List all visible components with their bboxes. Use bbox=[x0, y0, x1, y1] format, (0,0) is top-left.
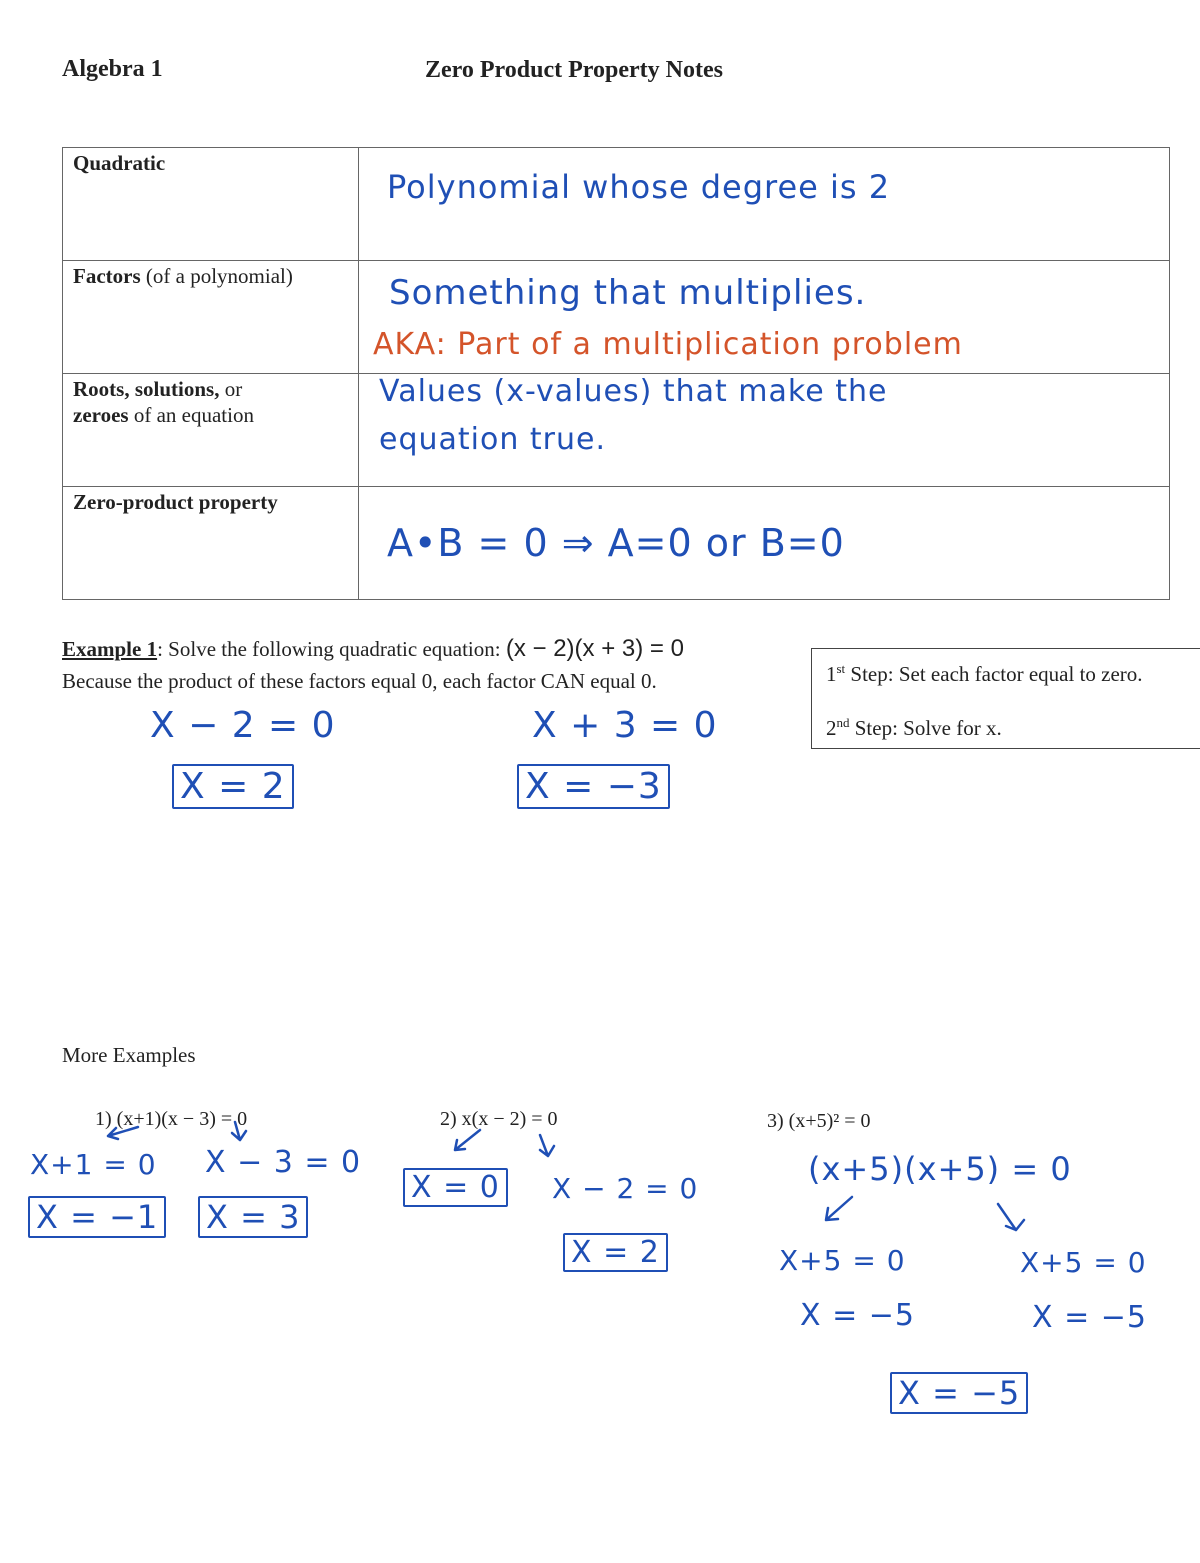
term-qualifier: (of a polynomial) bbox=[140, 264, 293, 288]
work-equation: X = −5 bbox=[1032, 1300, 1147, 1335]
answer-box: X = −5 bbox=[890, 1372, 1028, 1414]
definition-text: equation true. bbox=[379, 422, 607, 457]
example-1-instruction: : Solve the following quadratic equation: bbox=[157, 637, 501, 661]
work-equation: X+5 = 0 bbox=[1020, 1246, 1147, 1279]
answer-box: X = −1 bbox=[28, 1196, 166, 1238]
step-text: Step: Set each factor equal to zero. bbox=[845, 662, 1143, 686]
work-equation: X − 3 = 0 bbox=[205, 1145, 362, 1180]
arrow-icon bbox=[455, 1130, 480, 1150]
example-1-explanation: Because the product of these factors equal 0, each factor CAN equal 0. bbox=[62, 669, 657, 693]
work-equation: X+5 = 0 bbox=[779, 1244, 906, 1277]
definition-text: Something that multiplies. bbox=[389, 273, 867, 313]
term-label: zeroes bbox=[73, 403, 129, 427]
problem-2: 2) x(x − 2) = 0 bbox=[440, 1108, 558, 1130]
definition-text: Values (x-values) that make the bbox=[379, 374, 888, 409]
example-1-equation: (x − 2)(x + 3) = 0 bbox=[505, 635, 684, 662]
term-qualifier: of an equation bbox=[128, 403, 254, 427]
problem-1: 1) (x+1)(x − 3) = 0 bbox=[95, 1108, 248, 1130]
work-equation: X − 2 = 0 bbox=[150, 705, 336, 746]
step-number: 1 bbox=[826, 662, 837, 686]
step-number: 2 bbox=[826, 716, 837, 740]
work-equation: X = −5 bbox=[800, 1298, 915, 1333]
work-equation: X+1 = 0 bbox=[30, 1148, 157, 1181]
definition-text: Polynomial whose degree is 2 bbox=[387, 168, 891, 206]
problem-3: 3) (x+5)² = 0 bbox=[767, 1110, 871, 1132]
answer-box: X = 3 bbox=[198, 1196, 308, 1238]
term-qualifier: or bbox=[219, 377, 243, 401]
arrow-icon bbox=[826, 1197, 852, 1220]
term-label: Quadratic bbox=[73, 151, 166, 175]
answer-box: X = 0 bbox=[403, 1168, 508, 1207]
work-equation: X + 3 = 0 bbox=[532, 705, 718, 746]
term-label: Roots, solutions, bbox=[73, 377, 220, 401]
term-label: Factors bbox=[73, 264, 141, 288]
page-title: Zero Product Property Notes bbox=[425, 57, 723, 83]
step-text: Step: Solve for x. bbox=[849, 716, 1002, 740]
arrow-icon bbox=[232, 1122, 246, 1140]
answer-box: X = 2 bbox=[563, 1233, 668, 1272]
term-label: Zero-product property bbox=[73, 490, 278, 514]
arrow-icon bbox=[540, 1135, 554, 1156]
work-equation: (x+5)(x+5) = 0 bbox=[808, 1150, 1072, 1188]
definition-text: A•B = 0 ⇒ A=0 or B=0 bbox=[387, 521, 845, 565]
arrow-icon bbox=[998, 1204, 1024, 1230]
more-examples-heading: More Examples bbox=[62, 1043, 196, 1067]
example-1-label: Example 1 bbox=[62, 637, 158, 661]
definition-note: AKA: Part of a multiplication problem bbox=[373, 327, 963, 362]
answer-box: X = 2 bbox=[172, 764, 294, 809]
work-equation: X − 2 = 0 bbox=[552, 1172, 699, 1205]
arrow-icon bbox=[108, 1127, 138, 1139]
step-suffix: st bbox=[836, 661, 846, 676]
answer-box: X = −3 bbox=[517, 764, 670, 809]
course-name: Algebra 1 bbox=[62, 56, 163, 82]
step-suffix: nd bbox=[836, 715, 850, 730]
